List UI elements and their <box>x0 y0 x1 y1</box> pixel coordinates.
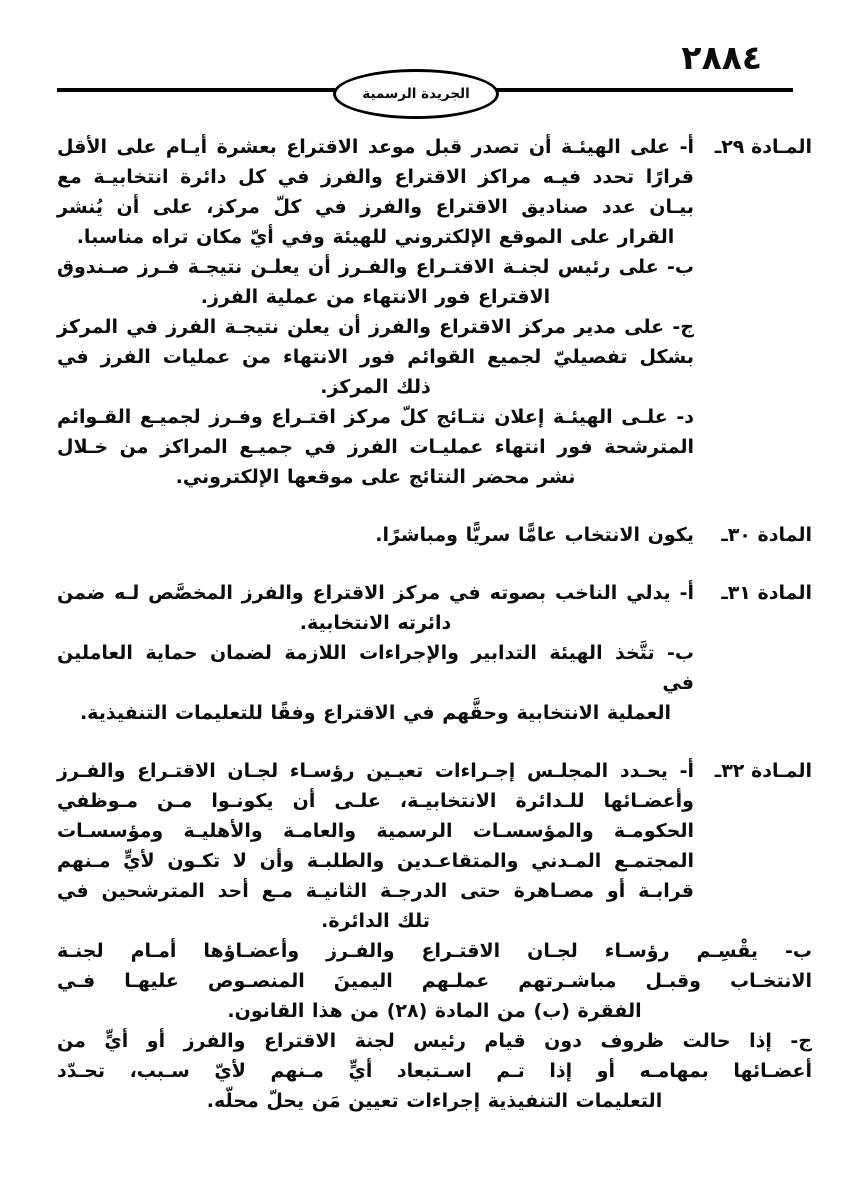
article-content <box>57 132 694 492</box>
text-line: المجتمـع المـدني والمتقاعـدين والطلبـة وأن لا تكـون لأيٍّ مـنهم <box>57 850 694 872</box>
article-content <box>57 578 694 728</box>
paragraph-bullet: ب- <box>667 642 694 664</box>
text-line: المترشحة فور انتهاء عمليـات الفرز في جميـع المراكز من خـلال <box>57 436 694 458</box>
text-line: أعضـائها بمهامـه أو إذا تـم اسـتبعاد أيٍّ مـنهم لأيّ سـبب، تحـدّد <box>57 1060 812 1082</box>
text-line: قرابـة أو مصـاهرة حتى الدرجـة الثانيـة مـع أحد المترشحين في <box>57 880 694 902</box>
text-line: الاقتراع فور الانتهاء من عملية الفرز. <box>200 286 551 308</box>
article-paragraph <box>57 520 694 550</box>
text-line: أ- على الهيئـة أن تصدر قبل موعد الاقتراع بعشرة أيـام على الأقل <box>57 136 694 158</box>
paragraph-bullet: أ- <box>679 136 694 158</box>
text-line: بيـان عدد صناديق الاقتراع والفرز في كلّ مركز، على أن يُنشر <box>57 196 694 218</box>
article-paragraph <box>57 312 694 402</box>
paragraph-bullet: ج- <box>672 316 694 338</box>
article-paragraph <box>57 132 694 252</box>
article-paragraph <box>57 1026 812 1116</box>
text-line: قرارًا تحدد فيـه مراكز الاقتراع والفرز في كل دائرة انتخابيـة مع <box>57 166 694 188</box>
article-paragraph <box>57 638 694 728</box>
gazette-title-oval <box>333 69 499 119</box>
text-line: د- علـى الهيئـة إعلان نتـائج كلّ مركز اقتـراع وفـرز لجميـع القـوائم <box>57 406 694 428</box>
text-line: أ- يدلي الناخب بصوته في مركز الاقتراع والفرز المخصَّص لـه ضمن <box>57 582 694 604</box>
text-line: ب- تتَّخذ الهيئة التدابير والإجراءات اللازمة لضمان حماية العاملين في <box>57 642 694 694</box>
article-content <box>57 520 694 550</box>
paragraph-bullet: ب- <box>667 256 694 278</box>
gazette-title: الجريدة الرسمية <box>362 86 470 102</box>
paragraph-bullet: أ- <box>679 582 694 604</box>
articles-container <box>0 132 850 1116</box>
text-line: الانتخـاب وقبـل مباشـرتهم عملـهم اليمينَ المنصـوص عليهـا فـي <box>57 970 812 992</box>
text-line: القرار على الموقع الإلكتروني للهيئة وفي أيّ مكان تراه مناسبا. <box>76 226 675 248</box>
article <box>57 756 812 1116</box>
paragraph-bullet: أ- <box>679 760 694 782</box>
article-label: المـادة ٢٩ـ <box>714 136 812 158</box>
page-header <box>0 0 850 132</box>
text-line: يكون الانتخاب عامًّا سريًّا ومباشرًا. <box>375 524 694 546</box>
text-line: تلك الدائرة. <box>321 910 430 932</box>
article <box>57 520 812 550</box>
article <box>57 578 812 728</box>
text-line: ب- يقْسِـم رؤسـاء لجـان الاقتـراع والفـرز وأعضـاؤها أمـام لجنـة <box>57 940 812 962</box>
article-label: المادة ٣٠ـ <box>721 524 812 546</box>
article-paragraph <box>57 252 694 312</box>
text-line: ج- على مدير مركز الاقتراع والفرز أن يعلن نتيجـة الفرز في المركز <box>57 316 694 338</box>
paragraph-bullet: د- <box>676 406 694 428</box>
text-line: العملية الانتخابية وحقَّهم في الاقتراع وفقًا للتعليمات التنفيذية. <box>79 702 672 724</box>
page-number: ٢٨٨٤ <box>681 38 762 77</box>
article-row <box>57 578 812 728</box>
article-row <box>57 756 812 936</box>
text-line: الفقرة (ب) من المادة (٢٨) من هذا القانون. <box>227 1000 642 1022</box>
article-label: المادة ٣١ـ <box>721 582 812 604</box>
article-content <box>57 756 694 936</box>
article-row <box>57 132 812 492</box>
article-label: المـادة ٣٢ـ <box>714 760 812 782</box>
article-paragraph <box>57 756 694 936</box>
article <box>57 132 812 492</box>
text-line: ب- على رئيس لجنـة الاقتـراع والفـرز أن يعلـن نتيجـة فـرز صـندوق <box>57 256 694 278</box>
text-line: ذلك المركز. <box>320 376 431 398</box>
paragraph-bullet: ب- <box>785 940 812 962</box>
article-row <box>57 520 812 550</box>
paragraph-bullet: ج- <box>790 1030 812 1052</box>
article-paragraph <box>57 936 812 1026</box>
text-line: وأعضـائها للـدائرة الانتخابيـة، علـى أن يكونـوا مـن مـوظفي <box>57 790 694 812</box>
text-line: ج- إذا حالت ظروف دون قيام رئيس لجنة الاقتراع والفرز أو أيٍّ من <box>57 1030 812 1052</box>
article-paragraph <box>57 578 694 638</box>
text-line: دائرته الانتخابية. <box>299 612 452 634</box>
text-line: أ- يحـدد المجلـس إجـراءات تعيـين رؤسـاء لجـان الاقتـراع والفـرز <box>57 760 694 782</box>
text-line: التعليمات التنفيذية إجراءات تعيين مَن يحلّ محلّه. <box>206 1090 663 1112</box>
text-line: نشر محضر النتائج على موقعها الإلكتروني. <box>175 466 576 488</box>
text-line: الحكومـة والمؤسسـات الرسمية والعامـة والأهليـة ومؤسسـات <box>57 820 694 842</box>
text-line: بشكل تفصيليّ لجميع القوائم فور الانتهاء من عمليات الفرز في <box>57 346 694 368</box>
article-paragraph <box>57 402 694 492</box>
